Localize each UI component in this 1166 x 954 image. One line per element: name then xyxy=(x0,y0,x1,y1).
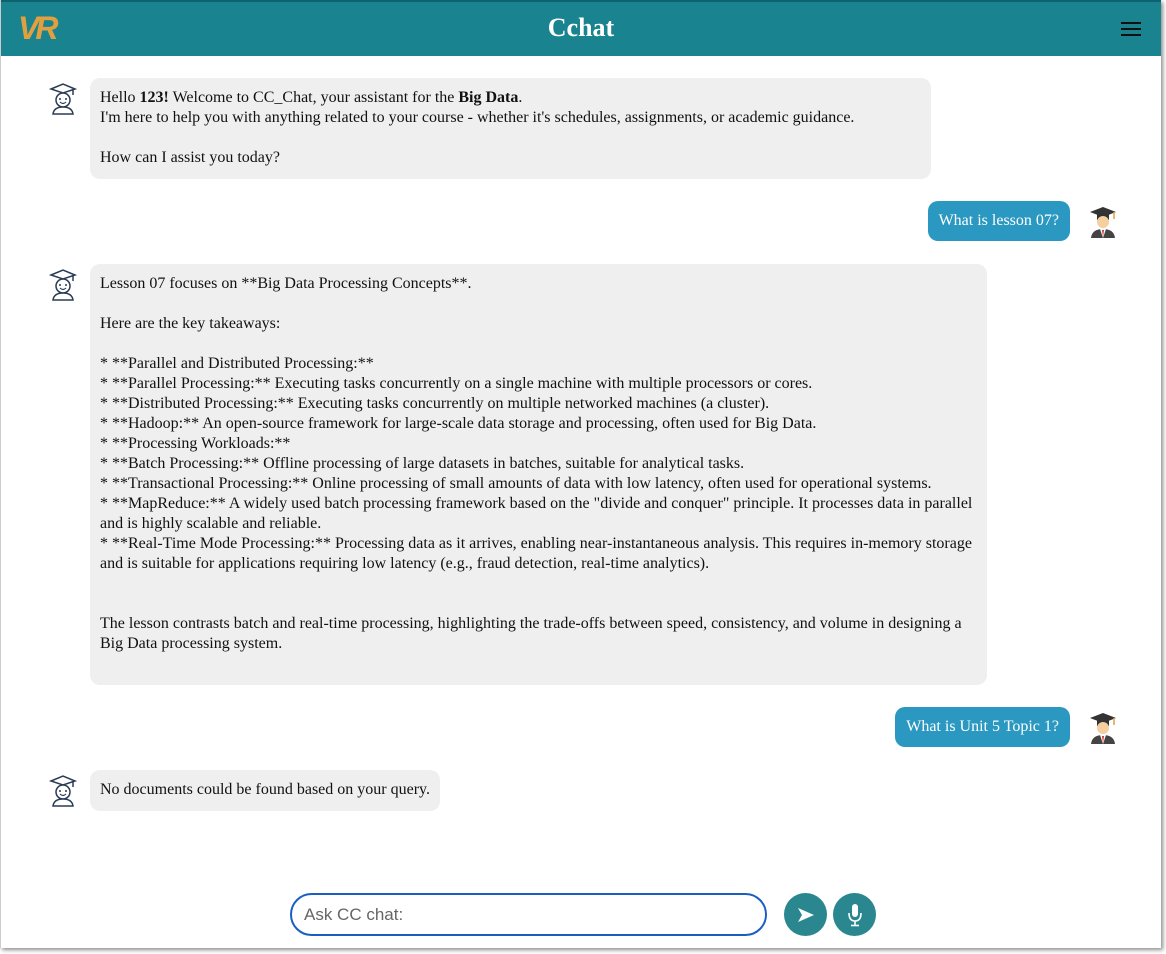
user-avatar-icon xyxy=(1088,206,1118,238)
chat-input[interactable] xyxy=(290,893,767,936)
bot-message xyxy=(90,78,931,179)
message-text: . I'm here to help you with anything related to your course - whether it's schedules, assignments, or academic guidance. How can I assist you today? xyxy=(100,89,855,166)
user-message: What is lesson 07? xyxy=(928,201,1070,241)
user-message: What is Unit 5 Topic 1? xyxy=(895,707,1070,747)
hamburger-menu-icon[interactable] xyxy=(1121,22,1141,38)
bot-avatar-icon xyxy=(49,83,77,115)
user-avatar-icon xyxy=(1088,712,1118,744)
course-name: Big Data xyxy=(458,89,519,106)
bot-message: Lesson 07 focuses on **Big Data Processing Concepts**. Here are the key takeaways: * **Parallel and Distributed Processing:** * **Parallel Processing:** Executing tasks concurrently on a single machine with multiple processors or cores. * **Distributed Processing:** Executing tasks concurrently on multiple networked machines (a cluster). * **Hadoop:** An open-source framework for large-scale data storage and processing, often used for Big Data. * **Processing Workloads:** * **Batch Processing:** Offline processing of large datasets in batches, suitable for analytical tasks. * **Transactional Processing:** Online processing of small amounts of data with low latency, often used for operational systems. * **MapReduce:** A widely used batch processing framework based on the "divide and conquer" principle. It processes data in parallel and is highly scalable and reliable. * **Real-Time Mode Processing:** Processing data as it arrives, enabling near-instantaneous analysis. This requires in-memory storage and is suitable for applications requiring low latency (e.g., fraud detection, real-time analytics). The lesson contrasts batch and real-time processing, highlighting the trade-offs between speed, consistency, and volume in designing a Big Data processing system. xyxy=(90,264,987,685)
header xyxy=(1,0,1161,56)
bot-message: No documents could be found based on your query. xyxy=(90,770,440,811)
send-button[interactable] xyxy=(784,893,827,936)
logo: VR xyxy=(18,10,55,46)
user-id: 123! xyxy=(139,89,169,106)
microphone-button[interactable] xyxy=(833,893,876,936)
bot-avatar-icon xyxy=(49,269,77,301)
message-text: Welcome to CC_Chat, your assistant for the xyxy=(168,89,459,106)
microphone-icon xyxy=(847,903,863,927)
message-text: Hello xyxy=(100,89,140,106)
app-title: Cchat xyxy=(547,13,615,42)
send-icon xyxy=(797,907,815,923)
bot-avatar-icon xyxy=(49,775,77,807)
